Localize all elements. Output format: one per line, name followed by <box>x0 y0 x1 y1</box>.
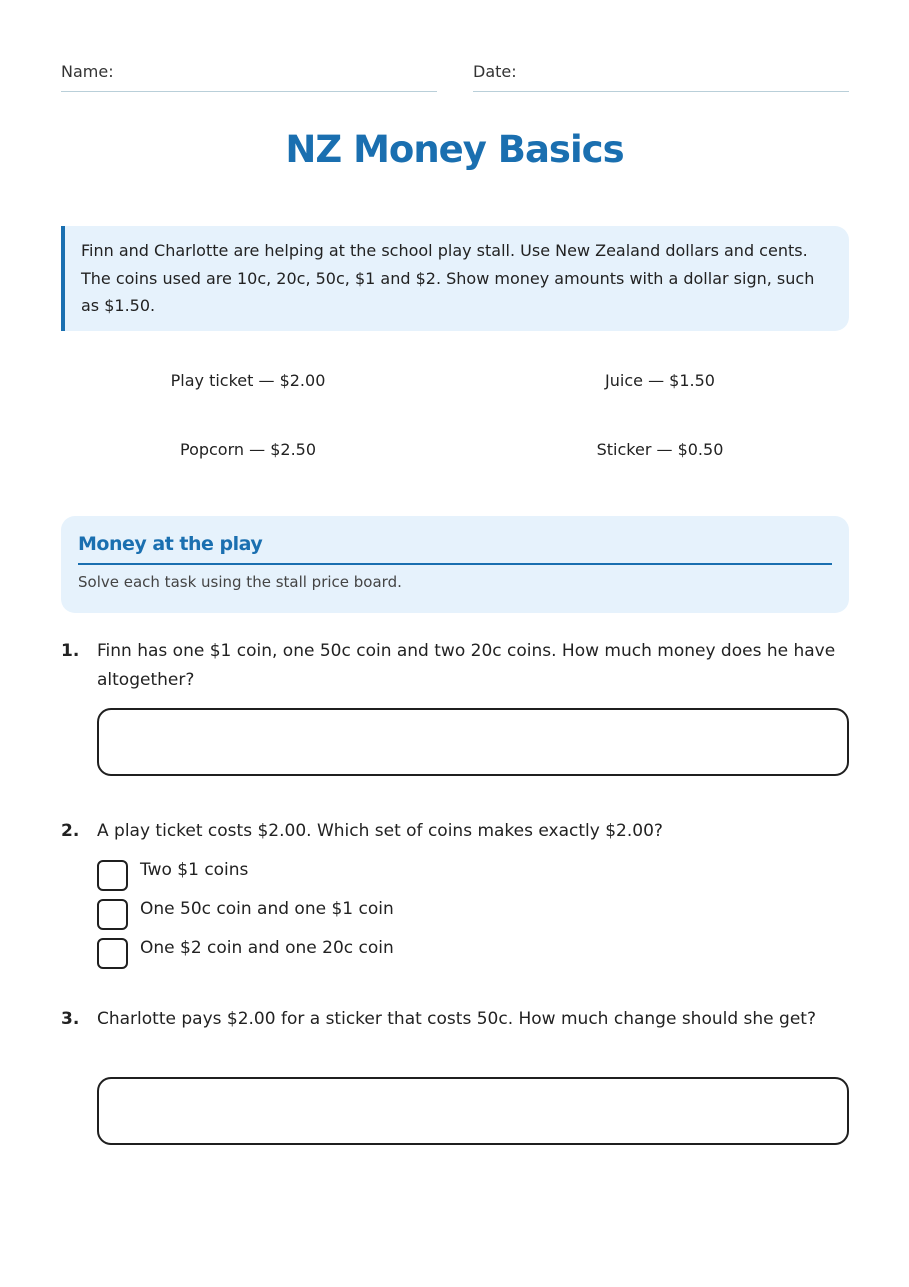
section-header <box>61 516 849 613</box>
answer-box-3[interactable] <box>97 1077 849 1145</box>
price-juice: Juice — $1.50 <box>605 371 715 390</box>
date-field[interactable] <box>473 60 849 92</box>
question-number: 3. <box>61 1009 80 1029</box>
question-text: Charlotte pays $2.00 for a sticker that costs 50c. How much change should she get? <box>97 1009 816 1029</box>
question-1 <box>61 637 849 695</box>
question-text: Finn has one $1 coin, one 50c coin and two 20c coins. How much money does he have altogether? <box>97 641 836 690</box>
section-title: Money at the play <box>78 531 832 565</box>
price-sticker: Sticker — $0.50 <box>596 440 724 459</box>
name-field[interactable] <box>61 60 437 92</box>
header-fields <box>61 60 849 92</box>
question-3 <box>61 1005 849 1034</box>
answer-box-1[interactable] <box>97 708 849 776</box>
option-label: One $2 coin and one 20c coin <box>140 938 394 958</box>
section-subtitle: Solve each task using the stall price board. <box>78 573 402 591</box>
price-play-ticket: Play ticket — $2.00 <box>170 371 326 390</box>
date-label: Date: <box>473 62 517 81</box>
checkbox[interactable] <box>97 938 128 969</box>
question-text: A play ticket costs $2.00. Which set of coins makes exactly $2.00? <box>97 821 663 841</box>
price-popcorn: Popcorn — $2.50 <box>179 440 317 459</box>
intro-box: Finn and Charlotte are helping at the school play stall. Use New Zealand dollars and cents. The coins used are 10c, 20c, 50c, $1 and $2. Show money amounts with a dollar sign, such as $1.50. <box>61 226 849 331</box>
page-title: NZ Money Basics <box>285 128 624 171</box>
question-number: 2. <box>61 821 80 841</box>
question-2 <box>61 817 849 846</box>
checkbox[interactable] <box>97 899 128 930</box>
option-label: Two $1 coins <box>140 860 249 880</box>
name-label: Name: <box>61 62 114 81</box>
option-label: One 50c coin and one $1 coin <box>140 899 394 919</box>
question-number: 1. <box>61 641 80 661</box>
checkbox[interactable] <box>97 860 128 891</box>
